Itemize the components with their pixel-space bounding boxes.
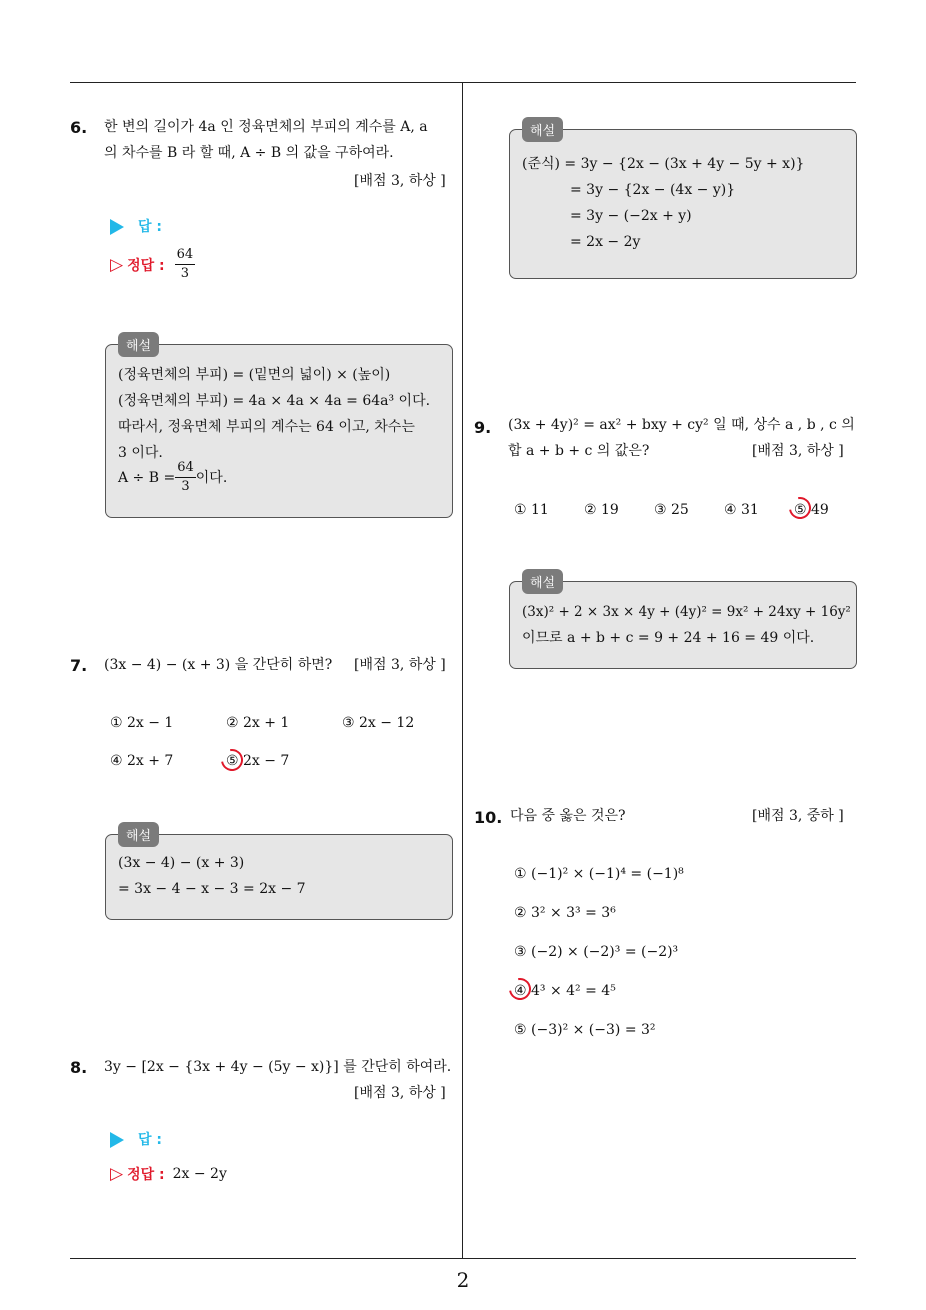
q9-score: [배점 3, 하상 ] xyxy=(752,443,844,459)
q9-answer-mark-icon xyxy=(785,493,816,524)
q8-explanation-box xyxy=(509,124,857,279)
q8-exp-line3: = 3y − (−2x + y) xyxy=(570,208,692,224)
q10-number: 10. xyxy=(474,808,503,827)
q6-explanation-box xyxy=(105,339,453,518)
q7-score: [배점 3, 하상 ] xyxy=(354,657,446,673)
q8-correct-value: 2x − 2y xyxy=(172,1166,227,1182)
q7-question: (3x − 4) − (x + 3) 을 간단히 하면? xyxy=(104,657,333,673)
q6-correct-label: 정답 : xyxy=(127,257,165,274)
q7-choice-3[interactable]: ③ 2x − 12 xyxy=(342,715,415,731)
q7-explanation-box xyxy=(105,829,453,920)
q6-exp5-pre: A ÷ B = xyxy=(118,469,176,486)
q6-explanation-tag: 해설 xyxy=(118,332,159,357)
q6-number: 6. xyxy=(70,118,88,137)
q10-choice-2[interactable]: ② 3² × 3³ = 3⁶ xyxy=(514,905,616,921)
q6-exp-line2: (정육면체의 부피) = 4a × 4a × 4a = 64a³ 이다. xyxy=(118,393,431,409)
q7-number: 7. xyxy=(70,656,88,675)
q6-exp5-numerator: 64 xyxy=(175,461,196,478)
q6-exp-line3: 따라서, 정육면체 부피의 계수는 64 이고, 차수는 xyxy=(118,419,415,435)
q9-choice-4[interactable]: ④ 31 xyxy=(724,502,759,518)
play-arrow-icon xyxy=(110,1132,124,1148)
q6-correct-numerator: 64 xyxy=(175,248,196,265)
footer-rule xyxy=(70,1258,856,1259)
q9-exp-line2: 이므로 a + b + c = 9 + 24 + 16 = 49 이다. xyxy=(522,630,815,646)
q8-exp-line2: = 3y − {2x − (4x − y)} xyxy=(570,182,736,198)
q7-choice-2[interactable]: ② 2x + 1 xyxy=(226,715,290,731)
q9-choice-1[interactable]: ① 11 xyxy=(514,502,549,518)
q6-correct-denominator: 3 xyxy=(180,266,190,281)
q8-answer-row xyxy=(110,1129,162,1149)
header-rule xyxy=(70,82,856,83)
triangle-outline-icon: ▷ xyxy=(110,254,124,275)
q9-explanation-box xyxy=(509,576,857,669)
q8-explanation-tag: 해설 xyxy=(522,117,563,142)
column-divider xyxy=(462,82,463,1258)
q6-score: [배점 3, 하상 ] xyxy=(354,173,446,189)
q9-choice-5[interactable]: ⑤ 49 xyxy=(794,502,829,518)
triangle-outline-icon: ▷ xyxy=(110,1164,124,1184)
q10-answer-mark-icon xyxy=(505,974,536,1005)
q6-exp5-fraction xyxy=(175,461,196,494)
q6-question xyxy=(104,114,454,166)
q9-choice-3[interactable]: ③ 25 xyxy=(654,502,689,518)
q9-exp-line1: (3x)² + 2 × 3x × 4y + (4y)² = 9x² + 24xy + 16y² xyxy=(522,604,851,620)
q8-exp-line1: (준식) = 3y − {2x − (3x + 4y − 5y + x)} xyxy=(522,156,805,172)
q9-choice-2[interactable]: ② 19 xyxy=(584,502,619,518)
q6-exp-line4: 3 이다. xyxy=(118,445,163,461)
q7-explanation-tag: 해설 xyxy=(118,822,159,847)
q8-question: 3y − [2x − {3x + 4y − (5y − x)}] 를 간단히 하여라. xyxy=(104,1059,452,1075)
q9-number: 9. xyxy=(474,418,492,437)
play-arrow-icon xyxy=(110,219,124,235)
q6-exp5-denominator: 3 xyxy=(181,479,190,494)
q9-line2: 합 a + b + c 의 값은? xyxy=(508,443,650,459)
q9-explanation-tag: 해설 xyxy=(522,569,563,594)
q8-correct-row xyxy=(110,1164,227,1184)
q6-line2: 의 차수를 B 라 할 때, A ÷ B 의 값을 구하여라. xyxy=(104,145,394,161)
q10-choice-4[interactable]: ④ 4³ × 4² = 4⁵ xyxy=(514,983,616,999)
q6-answer-label: 답 : xyxy=(138,219,162,235)
q6-exp-line5 xyxy=(118,461,227,494)
q6-line1: 한 변의 길이가 4a 인 정육면체의 부피의 계수를 A, a xyxy=(104,119,428,135)
q10-choice-3[interactable]: ③ (−2) × (−2)³ = (−2)³ xyxy=(514,944,679,960)
q6-answer-row xyxy=(110,216,162,236)
q7-exp-line2: = 3x − 4 − x − 3 = 2x − 7 xyxy=(118,881,306,897)
q7-answer-mark-icon xyxy=(217,745,248,776)
q8-score: [배점 3, 하상 ] xyxy=(354,1085,446,1101)
q10-question: 다음 중 옳은 것은? xyxy=(510,808,626,824)
q7-choice-5[interactable]: ⑤ 2x − 7 xyxy=(226,753,290,769)
q7-exp-line1: (3x − 4) − (x + 3) xyxy=(118,855,245,871)
q6-correct-row xyxy=(110,248,195,281)
q6-exp-line1: (정육면체의 부피) = (밑면의 넓이) × (높이) xyxy=(118,367,391,383)
q7-choice-4[interactable]: ④ 2x + 7 xyxy=(110,753,174,769)
q6-correct-fraction xyxy=(175,248,196,281)
q6-exp5-post: 이다. xyxy=(195,469,228,486)
q10-score: [배점 3, 중하 ] xyxy=(752,808,844,824)
q9-line1: (3x + 4y)² = ax² + bxy + cy² 일 때, 상수 a , b , c 의 xyxy=(508,417,855,433)
q7-choice-1[interactable]: ① 2x − 1 xyxy=(110,715,174,731)
q8-exp-line4: = 2x − 2y xyxy=(570,234,641,250)
q10-choice-5[interactable]: ⑤ (−3)² × (−3) = 3² xyxy=(514,1022,656,1038)
q8-answer-label: 답 : xyxy=(138,1132,162,1148)
q8-number: 8. xyxy=(70,1058,88,1077)
q10-choice-1[interactable]: ① (−1)² × (−1)⁴ = (−1)⁸ xyxy=(514,866,684,882)
q8-correct-label: 정답 : xyxy=(127,1167,165,1183)
page-number: 2 xyxy=(456,1268,470,1292)
